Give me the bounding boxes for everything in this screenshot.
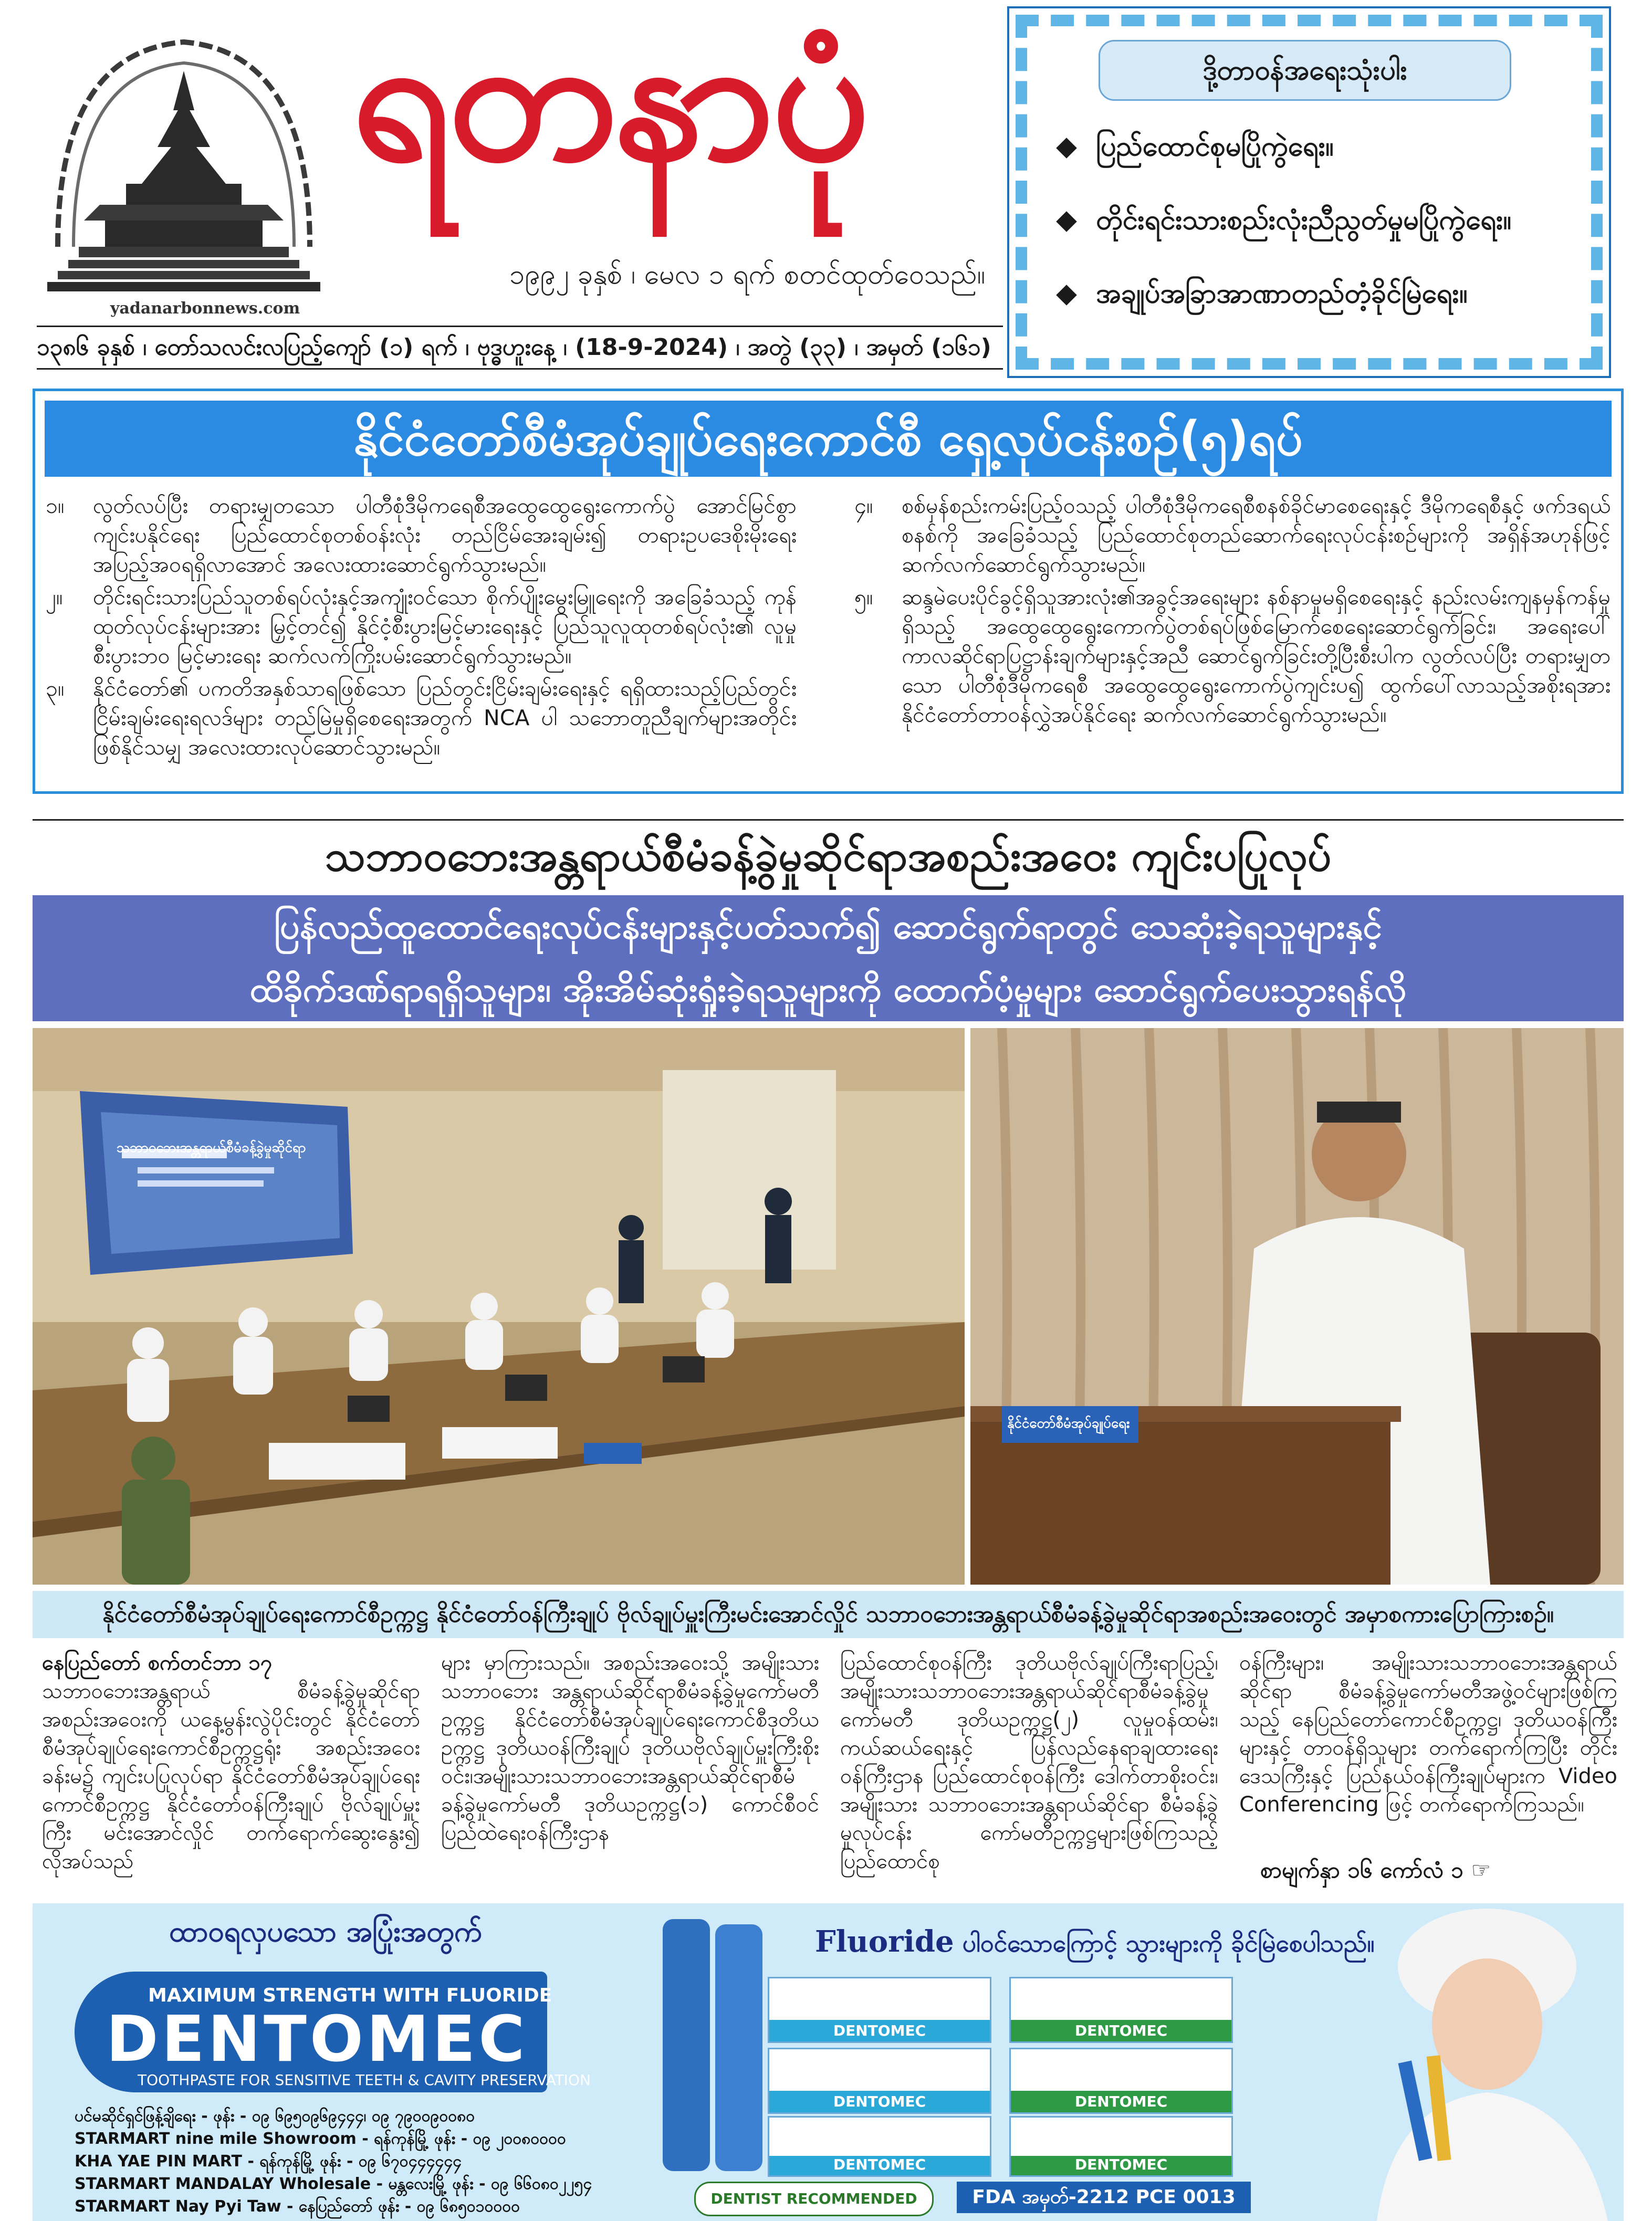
dentomec-advert — [33, 1903, 1624, 2221]
contact-line: KHA YAE PIN MART - ရန်ကုန်မြို့ ဖုန်း - ၀၉ ၆၇၀၄၄၄၄၄၄ — [75, 2152, 462, 2171]
motto-box — [1007, 6, 1611, 378]
contact-line: ပင်မဆိုင်ရှင်ဖြန့်ချိရေး - ဖုန်း - ၀၉ ၆၉၅၀၉၆၉၄၄၄၊ ၀၉ ၇၉၀၀၉၀၀၈၀ — [75, 2107, 475, 2125]
palace-emblem-icon — [37, 21, 331, 310]
product-box: DENTOMEC — [768, 2116, 991, 2177]
product-box: DENTOMEC — [1009, 2116, 1233, 2177]
product-box: DENTOMEC — [1009, 1977, 1233, 2043]
fda-number: FDA အမှတ်-2212 PCE 0013 — [957, 2182, 1251, 2213]
lead-item: ၅။ ဆန္ဒမဲပေးပိုင်ခွင့်ရှိသူအားလုံး၏အခွင့်အရေးများ နစ်နာမှုမရှိစေရေးနှင့် နည်းလမ်းကျနမှန်ကန်မှုရှိသည့် အထွေထွေရွေးကောက်ပွဲတစ်ရပ်ဖြစ်မြောက်စေရေးဆောင်ရွက်ခြင်း၊ အရေးပေါ်ကာလဆိုင်ရာပြဋ္ဌာန်းချက်များနှင့်အညီ ဆောင်ရွက်ခြင်းတို့ပြီးစီးပါက လွတ်လပ်ပြီး တရားမျှတသော ပါတီစုံဒီမိုကရေစီ အထွေထွေရွေးကောက်ပွဲကျင်းပ၍ ထွက်ပေါ်လာသည့်အစိုးရအား နိုင်ငံတော်တာဝန်လွှဲအပ်နိုင်ရေး ဆက်လက်ဆောင်ရွက်သွားမည်။ — [854, 584, 1611, 727]
lead-item: ၁။ လွတ်လပ်ပြီး တရားမျှတသော ပါတီစုံဒီမိုကရေစီအထွေထွေရွေးကောက်ပွဲ အောင်မြင်စွာကျင်းပနိုင်ရေး ပြည်ထောင်စုတစ်ဝန်းလုံး တည်ငြိမ်အေးချမ်း၍ တရားဥပဒေစိုးမိုးရေးအပြည့်အဝရရှိလာအောင် အလေးထားဆောင်ရွက်သွားမည်။ — [46, 493, 797, 577]
founded-note: ၁၉၉၂ ခုနှစ် ၊ မေလ ၁ ရက် စတင်ထုတ်ဝေသည်။ — [509, 259, 986, 290]
lead-item: ၂။ တိုင်းရင်းသားပြည်သူတစ်ရပ်လုံးနှင့်အကျုံးဝင်သော စိုက်ပျိုးမွေးမြူရေးကို အခြေခံသည့် ကုန်ထုတ်လုပ်ငန်းများအား မြှင့်တင်၍ နိုင်ငံ့စီးပွားမြင့်မားရေးနှင့် ပြည်သူလူထုတစ်ရပ်လုံး၏ လူမှုစီးပွားဘဝ မြင့်မားရေး ဆက်လက်ကြိုးပမ်းဆောင်ရွက်သွားမည်။ — [46, 584, 797, 668]
product-box: DENTOMEC — [768, 2048, 991, 2114]
motto-line: အချုပ်အခြာအာဏာတည်တံ့ခိုင်မြဲရေး။ — [1059, 276, 1467, 316]
body-text: ပြည်ထောင်စုဝန်ကြီး ဒုတိယဗိုလ်ချုပ်ကြီးရာပြည့်၊ အမျိုးသားသဘာဝဘေးအန္တရာယ်ဆိုင်ရာစီမံခန့်ခွဲမှု ကော်မတီ ဒုတိယဥက္ကဋ္ဌ(၂) လူမှုဝန်ထမ်း၊ ကယ်ဆယ်ရေးနှင့် ပြန်လည်နေရာချထားရေးဝန်ကြီးဌာန ပြည်ထောင်စုဝန်ကြီး ဒေါက်တာစိုးဝင်း၊ အမျိုးသား သဘာဝဘေးအန္တရာယ်ဆိုင်ရာ စီမံခန့်ခွဲမှုလုပ်ငန်း ကော်မတီဥက္ကဋ္ဌများဖြစ်ကြသည့် ပြည်ထောင်စု — [840, 1651, 1218, 1873]
body-text: များ မှာကြားသည်။ အစည်းအဝေးသို့ အမျိုးသားသဘာဝဘေး အန္တရာယ်ဆိုင်ရာစီမံခန့်ခွဲမှုကော်မတီဥက္ကဋ္ဌ နိုင်ငံတော်စီမံအုပ်ချုပ်ရေးကောင်စီဒုတိယဥက္ကဋ္ဌ ဒုတိယဝန်ကြီးချုပ် ဒုတိယဗိုလ်ချုပ်မှူးကြီးစိုးဝင်း၊အမျိုးသားသဘာဝဘေးအန္တရာယ်ဆိုင်ရာစီမံခန့်ခွဲမှုကော်မတီ ဒုတိယဥက္ကဋ္ဌ(၁) ကောင်စီဝင် ပြည်ထဲရေးဝန်ကြီးဌာန — [441, 1651, 819, 1845]
story-subheadline — [33, 895, 1624, 1021]
contact-line: STARMART nine mile Showroom - ရန်ကုန်မြို့ ဖုန်း - ၀၉ ၂၀၀၈၀၀၀၀ — [75, 2130, 566, 2148]
body-text: ဝန်ကြီးများ၊ အမျိုးသားသဘာဝဘေးအန္တရာယ်ဆိုင်ရာ စီမံခန့်ခွဲမှုကော်မတီအဖွဲ့ဝင်များဖြစ်ကြသည့် နေပြည်တော်ကောင်စီဥက္ကဋ္ဌ၊ ဒုတိယဝန်ကြီးများနှင့် တာဝန်ရှိသူများ တက်ရောက်ကြပြီး တိုင်းဒေသကြီးနှင့် ပြည်နယ်ဝန်ကြီးချုပ်များက Video Conferencing ဖြင့် တက်ရောက်ကြသည်။ — [1239, 1651, 1617, 1817]
subheadline-line: ပြန်လည်ထူထောင်ရေးလုပ်ငန်းများနှင့်ပတ်သက်၍ ဆောင်ရွက်ရာတွင် သေဆုံးခဲ့ရသူများနှင့် — [274, 906, 1383, 947]
body-column-3 — [840, 1649, 1218, 1876]
newspaper-name: ရတနာပုံ — [352, 0, 867, 199]
divider — [33, 819, 1624, 821]
photo-caption: နိုင်ငံတော်စီမံအုပ်ချုပ်ရေးကောင်စီဥက္ကဋ္ဌ နိုင်ငံတော်ဝန်ကြီးချုပ် ဗိုလ်ချုပ်မှူးကြီးမင်းအောင်လှိုင် သဘာဝဘေးအန္တရာယ်စီမံခန့်ခွဲမှုဆိုင်ရာအစည်းအဝေးတွင် အမှာစကားပြောကြားစဉ်။ — [33, 1591, 1624, 1638]
lead-column-left — [46, 491, 797, 765]
nameplate: နိုင်ငံတော်စီမံအုပ်ချုပ်ရေး — [1007, 1416, 1130, 1431]
brand-subline: TOOTHPASTE FOR SENSITIVE TEETH & CAVITY PRESERVATION — [138, 2071, 591, 2089]
contact-line: STARMART MANDALAY Wholesale - မန္တလေးမြို့ ဖုန်း - ၀၉ ၆၆၀၈၀၂၂၅၄ — [75, 2175, 592, 2193]
website: yadanarbonnews.com — [110, 299, 300, 318]
lead-box — [33, 389, 1624, 794]
issue-dateline: ၁၃၈၆ ခုနှစ် ၊ တော်သလင်းလပြည့်ကျော် (၁) ရက် ၊ ဗုဒ္ဓဟူးနေ့ ၊ (18-9-2024) ၊ အတွဲ (၃၃) ၊ အမှတ် (၁၆၁) — [37, 326, 1003, 370]
continued-note: စာမျက်နှာ ၁၆ ကော်လံ ၁ ☞ — [1260, 1857, 1491, 1883]
model-illustration — [1314, 1903, 1624, 2221]
masthead — [37, 0, 992, 326]
meeting-photo — [33, 1028, 965, 1585]
body-column-2 — [441, 1649, 819, 1847]
toothbrush-pack-icon — [715, 1924, 762, 2171]
speaker-photo — [970, 1028, 1624, 1585]
contact-line: STARMART Nay Pyi Taw - နေပြည်တော် ဖုန်း - ၀၉ ၆၈၅၀၁၀၀၀၀ — [75, 2197, 520, 2216]
ad-tagline: ထာဝရလှပသော အပြုံးအတွက် — [169, 1915, 482, 1948]
motto-line: ပြည်ထောင်စုမပြိုကွဲရေး။ — [1059, 129, 1334, 169]
motto-title: ဒို့တာဝန်အရေးသုံးပါး — [1099, 40, 1511, 101]
story-dateline: နေပြည်တော် စက်တင်ဘာ ၁၇ — [42, 1651, 273, 1675]
brand-name: DENTOMEC — [106, 2003, 528, 2076]
meeting-room-illustration — [33, 1028, 965, 1585]
speaker-illustration — [970, 1028, 1624, 1585]
ad-maxline: MAXIMUM STRENGTH WITH FLUORIDE — [148, 1985, 552, 2006]
lead-item: ၄။ စစ်မှန်စည်းကမ်းပြည့်ဝသည့် ပါတီစုံဒီမိုကရေစီစနစ်ခိုင်မာစေရေးနှင့် ဒီမိုကရေစီနှင့် ဖက်ဒရယ်စနစ်ကို အခြေခံသည့် ပြည်ထောင်စုတည်ဆောက်ရေးလုပ်ငန်းစဉ်များကို အရှိန်အဟုန်ဖြင့် ဆက်လက်ဆောင်ရွက်သွားမည်။ — [854, 493, 1611, 577]
product-box: DENTOMEC — [1009, 2048, 1233, 2114]
diamond-bullet-icon — [1056, 138, 1077, 159]
product-box: DENTOMEC — [768, 1977, 991, 2043]
diamond-bullet-icon — [1056, 211, 1077, 232]
lead-title: နိုင်ငံတော်စီမံအုပ်ချုပ်ရေးကောင်စီ ရှေ့လုပ်ငန်းစဉ်(၅)ရပ် — [45, 401, 1612, 477]
toothbrush-pack-icon — [663, 1919, 710, 2171]
body-column-1 — [42, 1649, 420, 1876]
lead-item: ၃။ နိုင်ငံတော်၏ ပကတိအနှစ်သာရဖြစ်သော ပြည်တွင်းငြိမ်းချမ်းရေးနှင့် ရရှိထားသည့်ပြည်တွင်းငြိမ်းချမ်းရေးရလဒ်များ တည်မြဲမှုရှိစေရေးအတွက် NCA ပါ သဘောတူညီချက်များအတိုင်း ဖြစ်နိုင်သမျှ အလေးထားလုပ်ဆောင်သွားမည်။ — [46, 676, 797, 760]
motto-line: တိုင်းရင်းသားစည်းလုံးညီညွတ်မှုမပြိုကွဲရေး။ — [1059, 203, 1511, 243]
body-text: သဘာဝဘေးအန္တရာယ် စီမံခန့်ခွဲမှုဆိုင်ရာ အစည်းအဝေးကို ယနေ့မွန်းလွဲပိုင်းတွင် နိုင်ငံတော်စီမံအုပ်ချုပ်ရေးကောင်စီဥက္ကဋ္ဌရုံး အစည်းအဝေးခန်းမ၌ ကျင်းပပြုလုပ်ရာ နိုင်ငံတော်စီမံအုပ်ချုပ်ရေးကောင်စီဥက္ကဋ္ဌ နိုင်ငံတော်ဝန်ကြီးချုပ် ဗိုလ်ချုပ်မှူးကြီး မင်းအောင်လှိုင် တက်ရောက်ဆွေးနွေး၍ လိုအပ်သည် — [42, 1679, 420, 1873]
projection-screen-text: သဘာဝဘေးအန္တရာယ်စီမံခန့်ခွဲမှုဆိုင်ရာ — [117, 1140, 306, 1156]
story-headline: သဘာဝဘေးအန္တရာယ်စီမံခန့်ခွဲမှုဆိုင်ရာအစည်းအဝေး ကျင်းပပြုလုပ် — [325, 832, 1332, 881]
dentist-recommended-badge: DENTIST RECOMMENDED — [694, 2182, 934, 2216]
lead-column-right — [854, 491, 1611, 732]
fluoride-claim: Fluoride ပါဝင်သောကြောင့် သွားများကို ခိုင်မြဲစေပါသည်။ — [815, 1924, 1375, 1959]
body-column-4 — [1239, 1649, 1617, 1819]
diamond-bullet-icon — [1056, 285, 1077, 306]
subheadline-line: ထိခိုက်ဒဏ်ရာရရှိသူများ၊ အိုးအိမ်ဆုံးရှုံးခဲ့ရသူများကို ထောက်ပံ့မှုများ ဆောင်ရွက်ပေးသွားရန်လို — [249, 969, 1407, 1010]
